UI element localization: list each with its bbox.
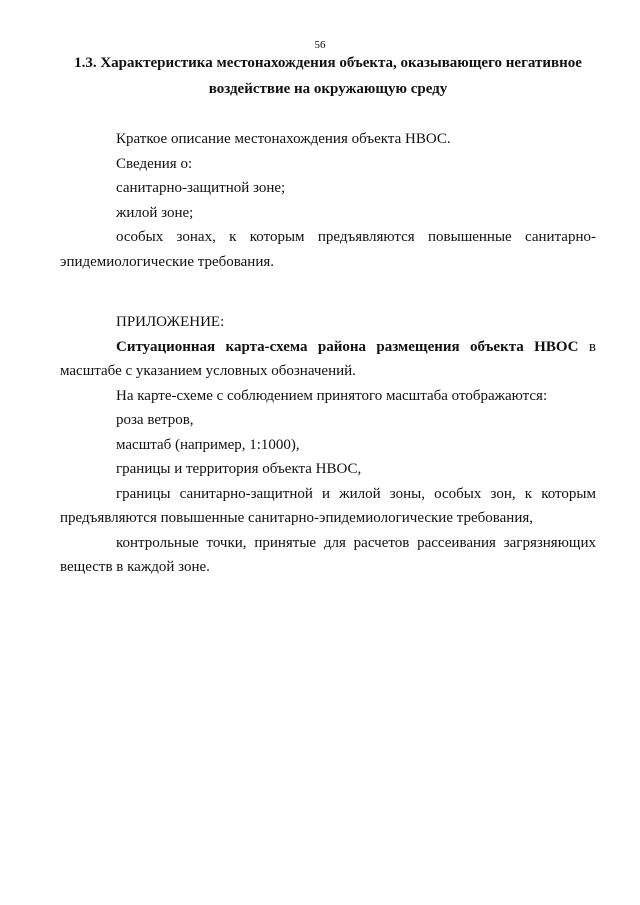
map-item-wind-rose: роза ветров,	[116, 412, 194, 428]
page-number: 56	[314, 39, 326, 51]
appendix-label: ПРИЛОЖЕНИЕ:	[116, 314, 225, 330]
map-item-object-boundaries: границы и территория объекта НВОС,	[116, 461, 362, 477]
section-body	[60, 127, 596, 274]
location-description: Краткое описание местонахождения объекта НВОС.	[116, 131, 451, 147]
info-item-residential-zone: жилой зоне;	[116, 204, 194, 221]
info-item-special-zones: особых зонах, к которым предъявляются повышенные санитарно-эпидемиологические требования.	[60, 229, 596, 270]
map-title-bold: Ситуационная карта-схема района размещения объекта НВОС	[116, 338, 579, 355]
section-heading: 1.3. Характеристика местонахождения объекта, оказывающего негативное воздействие на окружающую среду	[74, 55, 582, 97]
map-item-zone-boundaries: границы санитарно-защитной и жилой зоны, особых зон, к которым предъявляются повышенные санитарно-эпидемиологические требования,	[60, 485, 596, 526]
map-title-rest: в масштабе с указанием условных обозначений.	[60, 338, 596, 379]
info-intro: Сведения о:	[116, 155, 193, 172]
map-intro: На карте-схеме с соблюдением принятого масштаба отображаются:	[116, 387, 548, 404]
map-item-scale: масштаб (например, 1:1000),	[116, 436, 300, 453]
info-item-sanitary-zone: санитарно-защитной зоне;	[116, 180, 286, 196]
map-title-paragraph	[60, 335, 596, 384]
appendix-body	[60, 310, 596, 580]
map-item-control-points: контрольные точки, принятые для расчетов рассеивания загрязняющих веществ в каждой зоне.	[60, 534, 596, 575]
